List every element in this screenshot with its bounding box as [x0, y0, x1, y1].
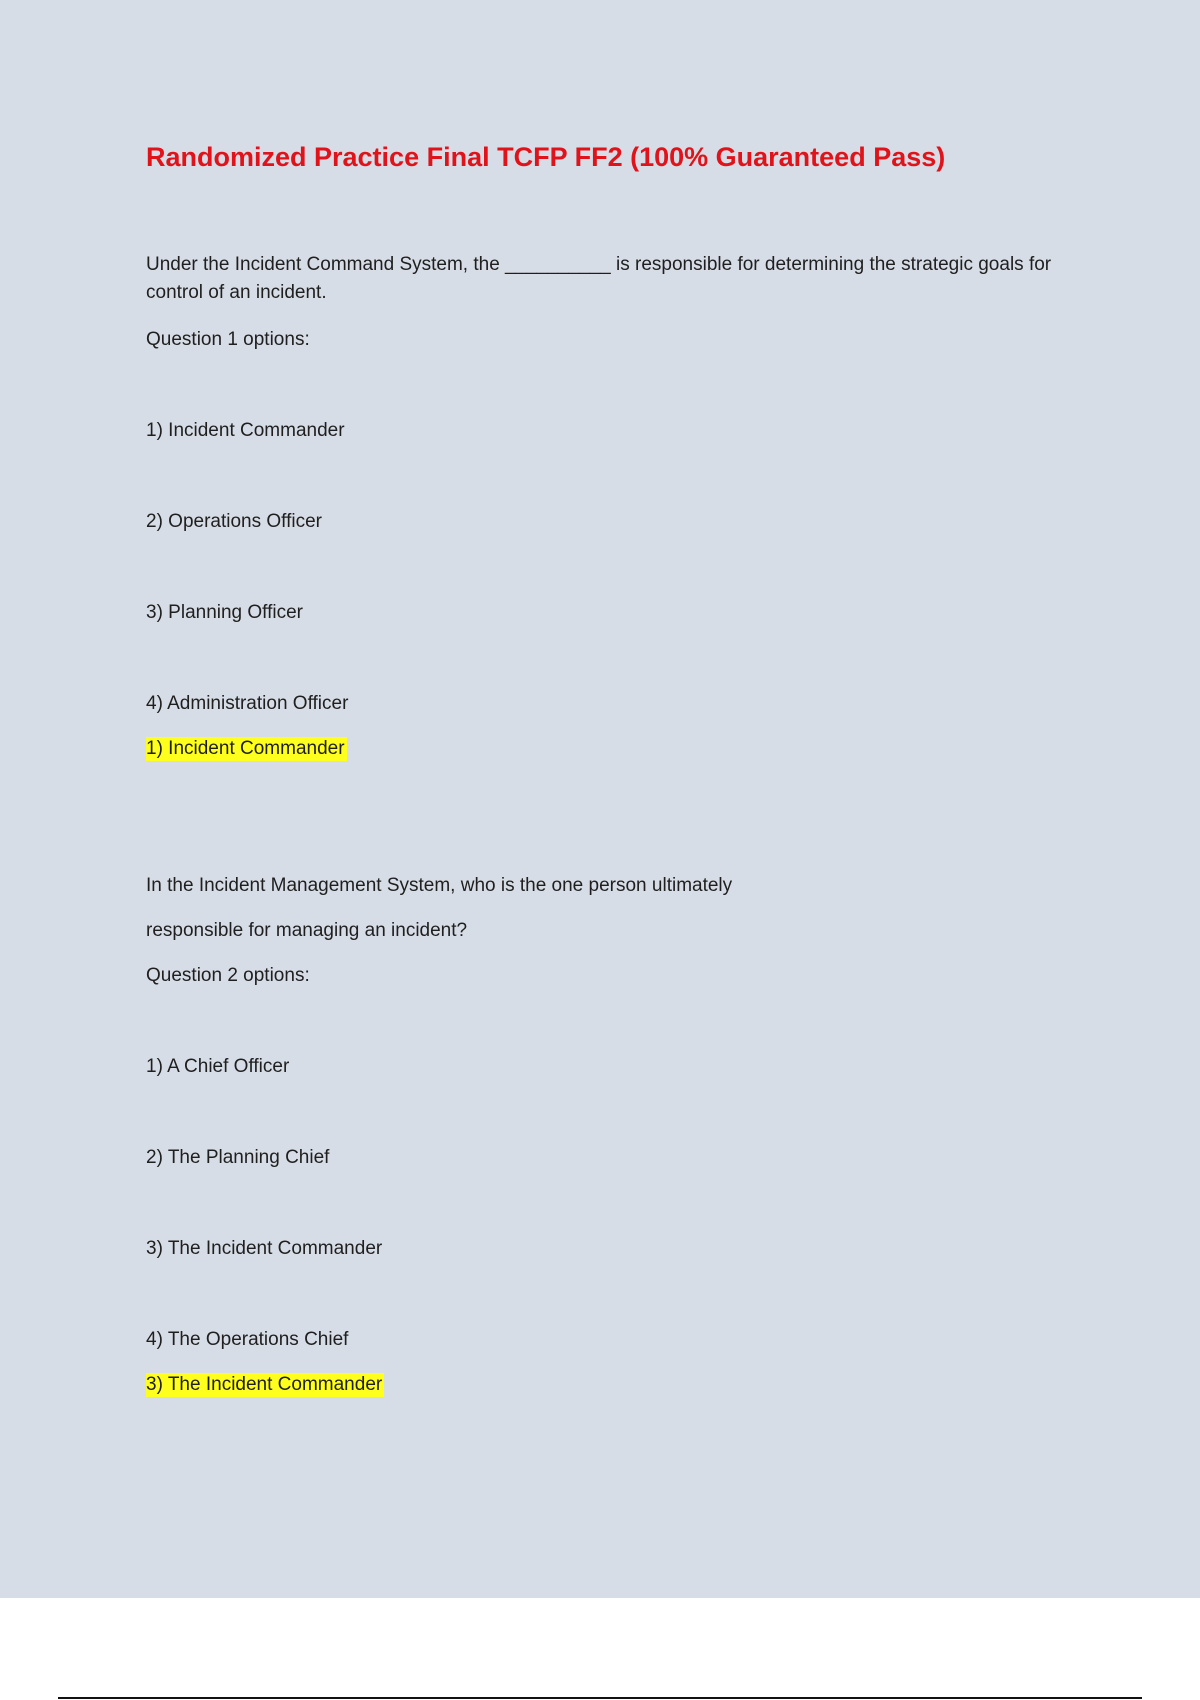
question-1-option-3: 3) Planning Officer	[146, 602, 304, 623]
question-1-answer-line	[146, 735, 347, 763]
question-2-answer: 3) The Incident Commander	[146, 1374, 383, 1395]
question-1-option-4: 4) Administration Officer	[146, 693, 349, 714]
question-1-answer: 1) Incident Commander	[146, 738, 345, 759]
question-2-options-label: Question 2 options:	[146, 965, 310, 986]
question-1-option-2: 2) Operations Officer	[146, 511, 323, 532]
question-2-prompt-line-1: In the Incident Management System, who is the one person ultimately	[146, 875, 733, 896]
question-2-prompt-line-2: responsible for managing an incident?	[146, 920, 468, 941]
question-1-options-label: Question 1 options:	[146, 329, 310, 350]
document-title: Randomized Practice Final TCFP FF2 (100% Guaranteed Pass)	[146, 142, 946, 172]
question-2-option-3: 3) The Incident Commander	[146, 1238, 383, 1259]
question-1-option-1: 1) Incident Commander	[146, 420, 345, 441]
footer-divider	[58, 1697, 1142, 1699]
question-2-option-4: 4) The Operations Chief	[146, 1329, 349, 1350]
question-2-answer-line	[146, 1371, 384, 1399]
question-1-prompt: Under the Incident Command System, the __________ is responsible for determining the strategic goals for control of an incident.	[146, 254, 1052, 303]
question-2-option-1: 1) A Chief Officer	[146, 1056, 290, 1077]
question-2-option-2: 2) The Planning Chief	[146, 1147, 330, 1168]
